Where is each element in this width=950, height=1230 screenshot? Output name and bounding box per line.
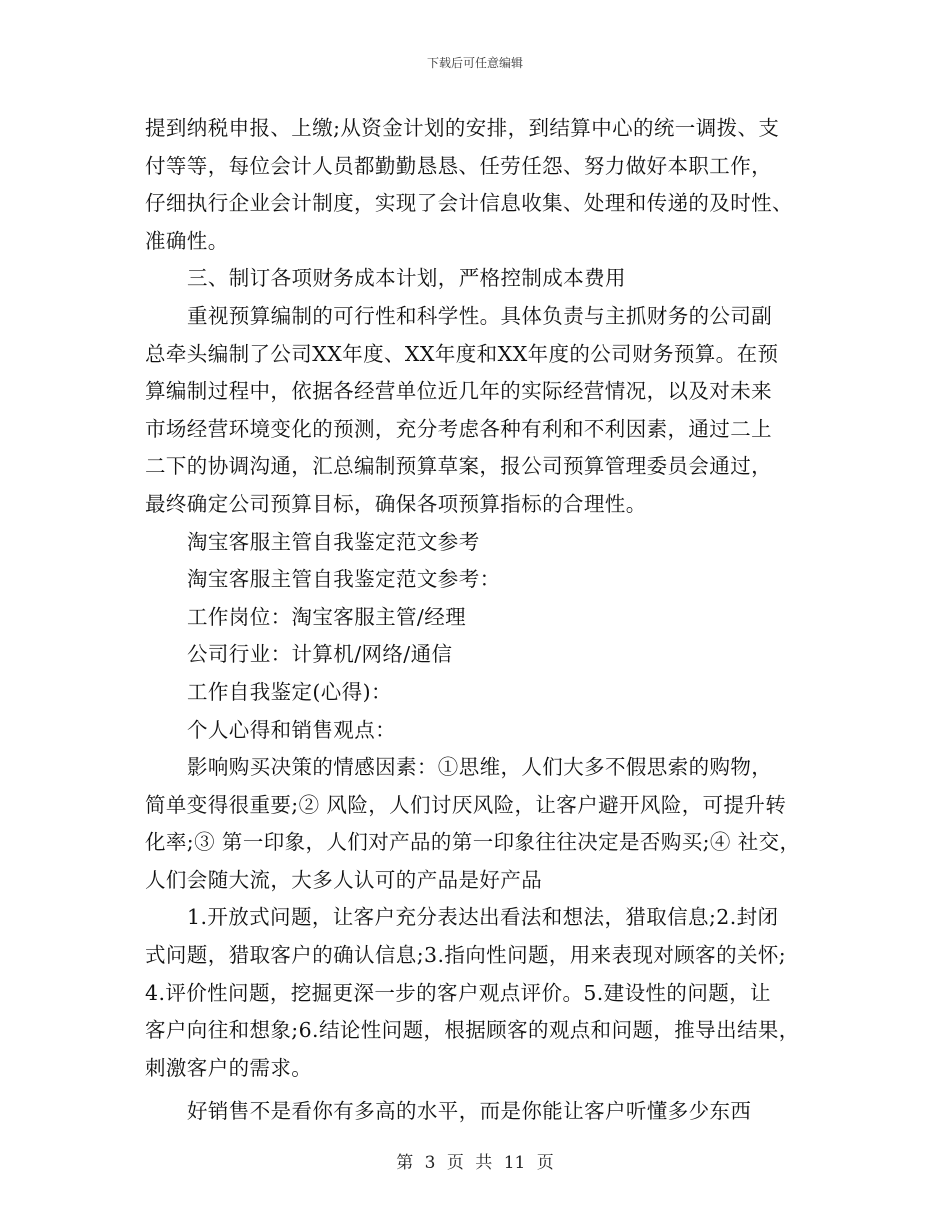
article-title: 淘宝客服主管自我鉴定范文参考	[187, 529, 480, 554]
page-header: 下载后可任意编辑	[426, 56, 523, 70]
text-line: 准确性。	[145, 228, 229, 253]
text-line: 市场经营环境变化的预测，充分考虑各种有利和不利因素，通过二上	[145, 416, 772, 441]
document-body	[145, 110, 815, 1131]
self-evaluation-heading: 工作自我鉴定(心得)：	[187, 679, 392, 704]
job-position-line: 工作岗位：淘宝客服主管/经理	[187, 604, 467, 629]
text-line: 刺激客户的需求。	[145, 1055, 313, 1080]
industry-line: 公司行业：计算机/网络/通信	[187, 642, 453, 667]
text-line: 重视预算编制的可行性和科学性。具体负责与主抓财务的公司副	[187, 303, 773, 328]
text-line: 人们会随大流，大多人认可的产品是好产品	[145, 867, 543, 892]
page-number: 第 3 页 共 11 页	[396, 1153, 554, 1173]
text-line: 算编制过程中，依据各经营单位近几年的实际经营情况，以及对未来	[145, 379, 772, 404]
text-line: 简单变得很重要;② 风险，人们讨厌风险，让客户避开风险，可提升转	[145, 792, 787, 817]
text-line: 提到纳税申报、上缴;从资金计划的安排，到结算中心的统一调拨、支	[145, 116, 780, 140]
text-line: 影响购买决策的情感因素：①思维，人们大多不假思索的购物，	[187, 755, 773, 780]
text-line: 付等等，每位会计人员都勤勤恳恳、任劳任怨、努力做好本职工作，	[145, 153, 772, 178]
text-line: 二下的协调沟通，汇总编制预算草案，报公司预算管理委员会通过，	[145, 454, 772, 479]
text-line: 客户向往和想象;6.结论性问题，根据顾客的观点和问题，推导出结果，	[145, 1018, 800, 1043]
text-line: 总牵头编制了公司XX年度、XX年度和XX年度的公司财务预算。在预	[145, 341, 779, 366]
text-line: 仔细执行企业会计制度，实现了会计信息收集、处理和传递的及时性、	[145, 191, 793, 216]
text-line: 1.开放式问题，让客户充分表达出看法和想法，猎取信息;2.封闭	[187, 905, 779, 930]
text-line: 最终确定公司预算目标，确保各项预算指标的合理性。	[145, 491, 647, 516]
text-line: 式问题，猎取客户的确认信息;3.指向性问题，用来表现对顾客的关怀;	[145, 943, 787, 968]
section-heading: 三、制订各项财务成本计划，严格控制成本费用	[187, 266, 626, 291]
text-line: 好销售不是看你有多高的水平，而是你能让客户听懂多少东西	[187, 1099, 752, 1124]
text-line: 淘宝客服主管自我鉴定范文参考：	[187, 567, 501, 592]
text-line: 4.评价性问题，挖掘更深一步的客户观点评价。5.建设性的问题，让	[145, 980, 771, 1005]
insights-heading: 个人心得和销售观点：	[187, 717, 396, 742]
text-line: 化率;③ 第一印象，人们对产品的第一印象往往决定是否购买;④ 社交，	[145, 830, 801, 855]
